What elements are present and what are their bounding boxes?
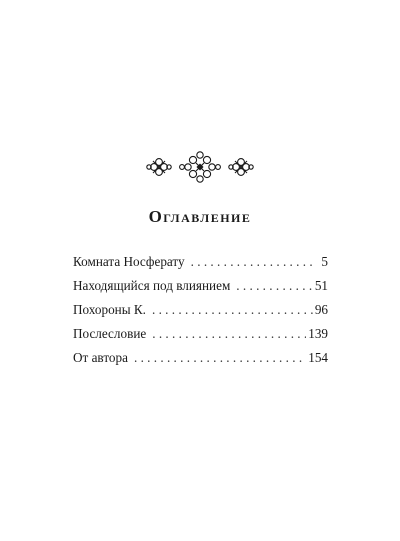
toc-entry-page: 139: [308, 326, 328, 341]
toc-entry[interactable]: [73, 250, 328, 274]
knotwork-flourish-icon: [145, 150, 255, 184]
dot-leader: [236, 274, 313, 298]
dot-leader: [152, 298, 313, 322]
dot-leader: [134, 346, 306, 370]
toc-entry[interactable]: [73, 274, 328, 298]
toc-entry-page: 51: [314, 278, 328, 293]
toc-entry[interactable]: [73, 346, 328, 370]
ornament: [0, 150, 400, 200]
dot-leader: [191, 250, 314, 274]
dot-leader: [152, 322, 306, 346]
toc-entry[interactable]: [73, 322, 328, 346]
page-title: Оглавление: [148, 207, 252, 226]
toc-entry-title: Находящийся под влиянием: [73, 278, 231, 293]
toc-entry-page: 5: [321, 254, 328, 269]
toc-entry-page: 96: [314, 302, 328, 317]
toc-entry[interactable]: [73, 298, 328, 322]
toc-entry-title: Комната Носферату: [73, 254, 185, 269]
toc-entry-page: 154: [308, 350, 328, 365]
table-of-contents: [73, 250, 328, 370]
toc-entry-title: Послесловие: [73, 326, 147, 341]
toc-entry-title: От автора: [73, 350, 128, 365]
toc-entry-title: Похороны К.: [73, 302, 146, 317]
